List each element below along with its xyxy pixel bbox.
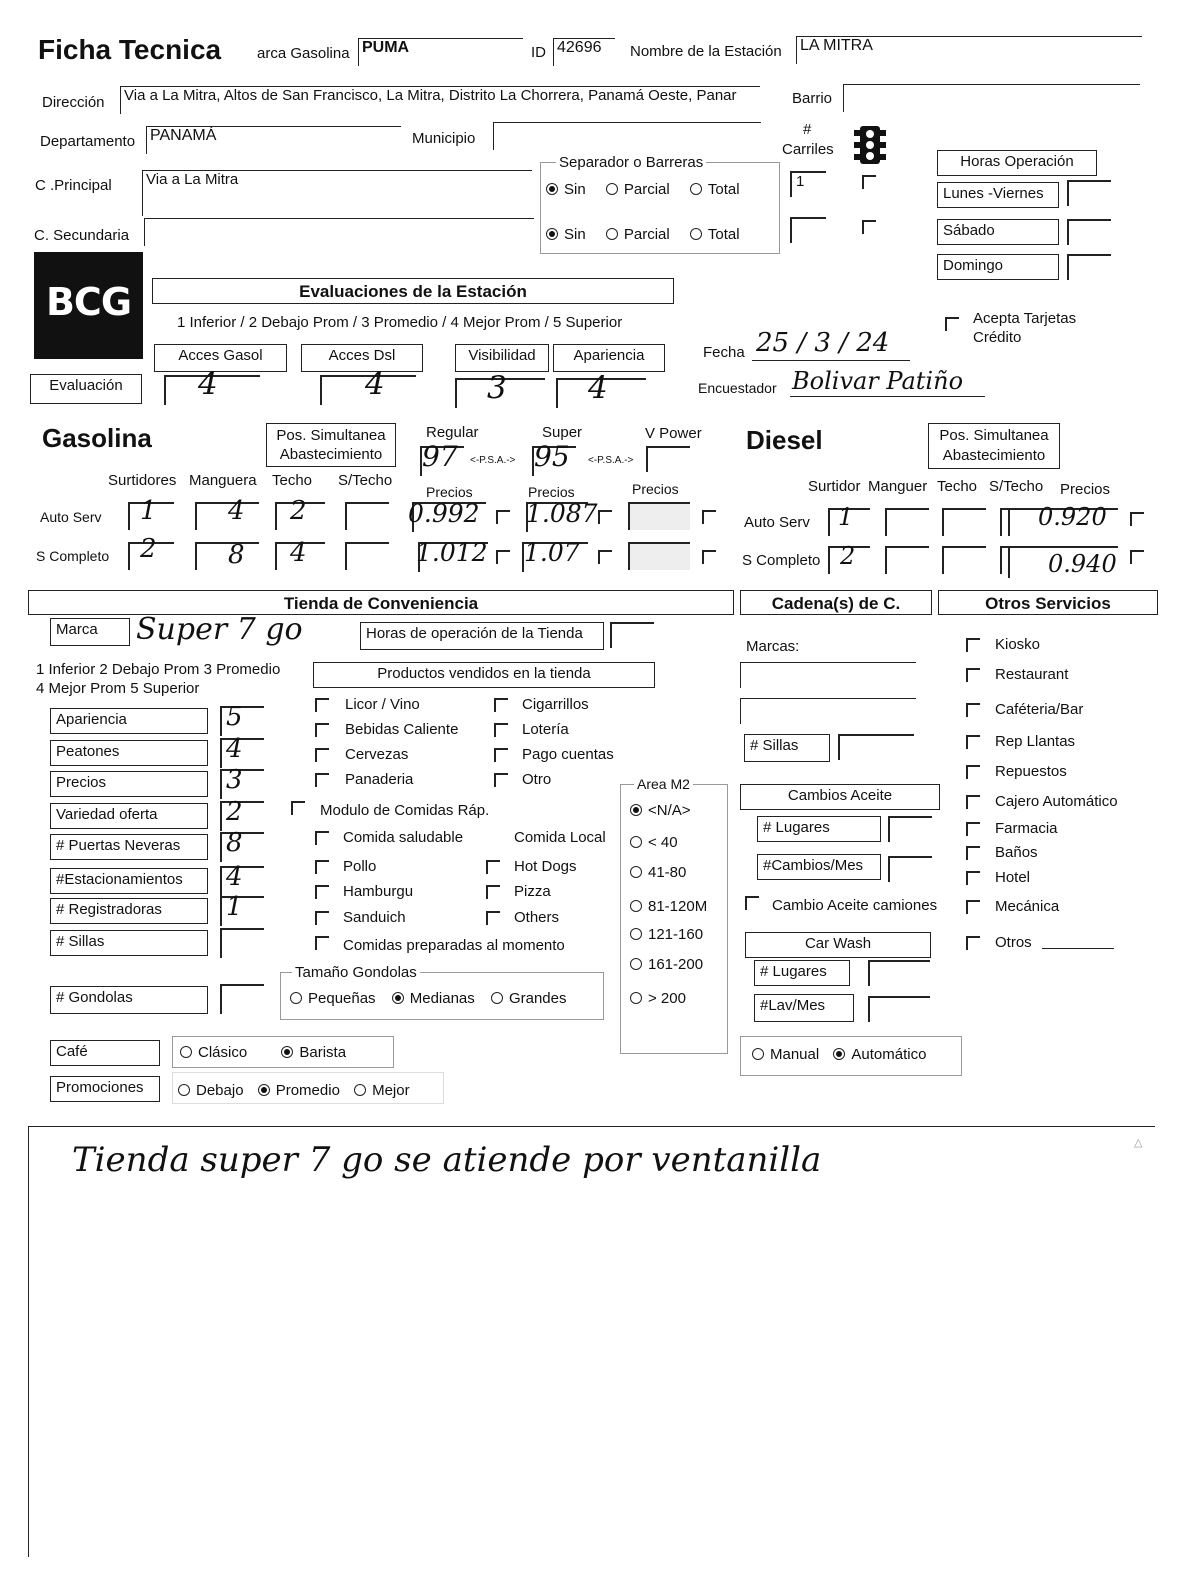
marca-label: arca Gasolina [257, 45, 350, 62]
evaluaciones-scale: 1 Inferior / 2 Debajo Prom / 3 Promedio / 4 Mejor Prom / 5 Superior [177, 314, 623, 331]
gondolas-medianas-radio[interactable] [392, 992, 404, 1004]
producto-checkbox[interactable] [315, 723, 329, 737]
otros-checkbox[interactable] [966, 735, 980, 749]
tienda-rating-label: Apariencia [50, 708, 208, 734]
wash-manual-radio[interactable] [752, 1048, 764, 1060]
carwash-lav-field[interactable] [868, 996, 930, 1022]
carwash-lugares-field[interactable] [868, 960, 930, 986]
gondolas-options [290, 990, 567, 1007]
bcg-logo-text: BCG [45, 280, 132, 324]
auto-surtidores-value: 1 [140, 496, 157, 526]
auto-techo-value: 2 [290, 496, 307, 526]
wash-automatico-radio[interactable] [833, 1048, 845, 1060]
producto-label: Cervezas [345, 746, 409, 763]
evaluacion-label: Evaluación [30, 374, 142, 404]
comidas-preparadas-checkbox[interactable] [315, 936, 329, 950]
completo-manguera-field[interactable] [195, 542, 259, 570]
area-option-label: <N/A> [648, 802, 691, 819]
fecha-label: Fecha [703, 344, 745, 361]
gondolas-title: Tamaño Gondolas [292, 964, 420, 981]
carwash-lav-label: #Lav/Mes [754, 994, 854, 1022]
gondolas-field[interactable] [220, 984, 264, 1014]
comida-label: Pollo [343, 858, 377, 875]
productos-title: Productos vendidos en la tienda [313, 662, 655, 688]
gasolina-title: Gasolina [42, 423, 152, 453]
s-completo-label: S Completo [36, 548, 110, 564]
otros-checkbox[interactable] [966, 765, 980, 779]
otros-line [1042, 948, 1114, 949]
area-option-label: < 40 [648, 834, 678, 851]
pos-sim-line1: Pos. Simultanea [276, 427, 386, 444]
otros-checkbox[interactable] [966, 703, 980, 717]
comida-checkbox[interactable] [486, 911, 500, 925]
otros-item-label: Otros [995, 934, 1032, 951]
wash-opt-label: Manual [770, 1046, 820, 1063]
producto-checkbox[interactable] [315, 698, 329, 712]
comida-label: Hamburgu [343, 883, 414, 900]
otros-checkbox[interactable] [966, 846, 980, 860]
area-option-label: > 200 [648, 990, 686, 1007]
area-option [630, 864, 686, 881]
comida-label: Hot Dogs [514, 858, 577, 875]
gas-col-surtidores: Surtidores [108, 472, 177, 489]
auto-vpower-precio-field[interactable] [628, 502, 690, 530]
modulo-label: Modulo de Comidas Ráp. [320, 802, 490, 819]
gas-col-stecho: S/Techo [338, 472, 393, 489]
sep-opt-label: Sin [564, 226, 586, 243]
otros-item-label: Restaurant [995, 666, 1069, 683]
diesel-auto-precio-value: 0.920 [1038, 503, 1107, 531]
completo-manguera-value: 8 [228, 540, 245, 570]
sep-principal-parcial[interactable] [606, 183, 618, 195]
area-radio[interactable] [630, 992, 642, 1004]
area-option-label: 161-200 [648, 956, 704, 973]
promo-promedio-radio[interactable] [258, 1084, 270, 1096]
gondolas-opt-label: Pequeñas [308, 990, 376, 1007]
aceite-cambios-label: #Cambios/Mes [757, 854, 881, 880]
diesel-completo-manguer-field[interactable] [885, 546, 929, 574]
cadena-title: Cadena(s) de C. [740, 590, 932, 615]
otros-checkbox[interactable] [966, 822, 980, 836]
diesel-auto-manguer-field[interactable] [885, 508, 929, 536]
sep-opt-label: Total [707, 181, 740, 198]
horas-title: Horas Operación [937, 150, 1097, 176]
marcas-field-2[interactable] [740, 698, 916, 724]
evaluaciones-title: Evaluaciones de la Estación [152, 278, 674, 304]
area-option-label: 121-160 [648, 926, 704, 943]
otros-checkbox[interactable] [966, 795, 980, 809]
area-option [630, 834, 678, 851]
tienda-rating-value: 4 [226, 734, 243, 764]
pos-sim-line2: Abastecimiento [279, 446, 383, 463]
area-option [630, 926, 703, 943]
id-label: ID [531, 44, 546, 61]
diesel-title: Diesel [746, 425, 823, 455]
camiones-checkbox[interactable] [745, 896, 759, 910]
regular-psa-value: 97 [422, 440, 458, 473]
notes-area[interactable] [28, 1126, 1155, 1557]
aceite-cambios-field[interactable] [888, 856, 932, 882]
diesel-auto-label: Auto Serv [744, 514, 810, 531]
regular-psa-arrow: <-P.S.A.-> [470, 455, 516, 466]
aceite-lugares-field[interactable] [888, 816, 932, 842]
area-radio[interactable] [630, 836, 642, 848]
producto-checkbox[interactable] [494, 698, 508, 712]
gas-col-manguera: Manguera [189, 472, 257, 489]
sep-secundaria-parcial[interactable] [606, 228, 618, 240]
area-radio[interactable] [630, 866, 642, 878]
municipio-field[interactable] [493, 122, 761, 150]
auto-serv-label: Auto Serv [40, 509, 102, 525]
area-option-label: 81-120M [648, 898, 708, 915]
otros-item-label: Kiosko [995, 636, 1041, 653]
nombre-label: Nombre de la Estación [630, 43, 782, 60]
vpower-psa-field[interactable] [646, 446, 690, 472]
eval-col-apariencia: Apariencia [553, 344, 665, 372]
carwash-lugares-label: # Lugares [754, 960, 850, 986]
tienda-rating-label: # Puertas Neveras [50, 834, 208, 860]
area-option-label: 41-80 [648, 864, 687, 881]
promociones-options [178, 1082, 410, 1099]
area-radio[interactable] [630, 928, 642, 940]
otros-item-label: Baños [995, 844, 1038, 861]
diesel-completo-precio-value: 0.940 [1048, 550, 1117, 578]
diesel-completo-surtidor-value: 2 [840, 542, 856, 570]
tienda-rating-label: Peatones [50, 740, 208, 766]
secundaria-label: C. Secundaria [34, 227, 130, 244]
modulo-checkbox[interactable] [291, 801, 305, 815]
comida-checkbox[interactable] [315, 860, 329, 874]
tienda-marca-value: Super 7 go [136, 612, 303, 647]
fecha-value: 25 / 3 / 24 [756, 328, 890, 358]
aceite-title: Cambios Aceite [740, 784, 940, 810]
principal-field[interactable]: Via a La Mitra [142, 170, 532, 216]
eval-apariencia-value: 4 [588, 370, 608, 406]
page-title: Ficha Tecnica [38, 34, 222, 65]
id-field[interactable]: 42696 [553, 38, 615, 66]
eval-acces-dsl-value: 4 [365, 366, 385, 402]
cafe-label: Café [50, 1040, 160, 1066]
cafe-opt-label: Clásico [198, 1044, 248, 1061]
promo-mejor-radio[interactable] [354, 1084, 366, 1096]
diesel-pos-sim [928, 423, 1060, 469]
otros-checkbox[interactable] [966, 638, 980, 652]
otros-item-label: Rep Llantas [995, 733, 1076, 750]
otros-checkbox[interactable] [966, 668, 980, 682]
cafe-clasico-radio[interactable] [180, 1046, 192, 1058]
carriles-principal-value: 1 [796, 173, 805, 190]
sep-secundaria-sin[interactable] [546, 228, 558, 240]
auto-manguera-field[interactable] [195, 502, 259, 530]
traffic-light-icon [852, 124, 888, 166]
wash-opt-label: Automático [851, 1046, 927, 1063]
nombre-field[interactable]: LA MITRA [796, 36, 1142, 64]
notes-text: Tienda super 7 go se atiende por ventanilla [72, 1140, 822, 1180]
producto-checkbox[interactable] [494, 748, 508, 762]
area-title: Area M2 [634, 776, 693, 792]
area-option [630, 898, 707, 915]
gas-col-precios-regular: Precios [426, 484, 473, 500]
diesel-auto-surtidor-value: 1 [838, 503, 854, 531]
diesel-col-stecho: S/Techo [989, 478, 1044, 495]
area-option [630, 956, 703, 973]
auto-regular-checkbox[interactable] [496, 510, 510, 524]
tienda-scale-2: 4 Mejor Prom 5 Superior [36, 680, 200, 697]
tienda-scale-1: 1 Inferior 2 Debajo Prom 3 Promedio [36, 661, 281, 678]
aceite-lugares-label: # Lugares [757, 816, 881, 842]
auto-super-precio-value: 1.087 [526, 499, 598, 528]
completo-stecho-field[interactable] [345, 542, 389, 570]
otros-title: Otros Servicios [938, 590, 1158, 615]
cafe-barista-radio[interactable] [281, 1046, 293, 1058]
comida-label: Comida saludable [343, 829, 464, 846]
eval-visibilidad-value: 3 [487, 370, 507, 406]
fecha-line [752, 360, 910, 361]
comida-checkbox[interactable] [315, 911, 329, 925]
comidas-preparadas-label: Comidas preparadas al momento [343, 937, 565, 954]
tienda-rating-value: 1 [226, 892, 243, 922]
otros-item-label: Hotel [995, 869, 1031, 886]
area-radio[interactable] [630, 958, 642, 970]
scroll-up-icon[interactable]: △ [1134, 1137, 1143, 1149]
auto-manguera-value: 4 [228, 496, 245, 526]
horas-domingo-label: Domingo [937, 254, 1059, 280]
horas-sabado-field[interactable] [1067, 219, 1111, 245]
diesel-col-precios: Precios [1060, 481, 1111, 498]
completo-regular-precio-value: 1.012 [416, 538, 488, 567]
semaforo-principal-checkbox[interactable] [862, 175, 876, 189]
horas-lunes-label: Lunes -Viernes [937, 182, 1059, 208]
auto-super-checkbox[interactable] [598, 510, 612, 524]
acepta-tarjetas-checkbox[interactable] [945, 317, 959, 331]
area-option [630, 990, 686, 1007]
producto-checkbox[interactable] [315, 748, 329, 762]
eval-col-acces-gasol: Acces Gasol [154, 344, 287, 372]
tienda-rating-value: 3 [226, 765, 243, 795]
producto-checkbox[interactable] [494, 773, 508, 787]
producto-label: Panaderia [345, 771, 414, 788]
tienda-rating-value: 2 [226, 797, 243, 827]
encuestador-label: Encuestador [698, 380, 777, 396]
carriles-hash: # [803, 121, 812, 138]
producto-label: Otro [522, 771, 552, 788]
sep-opt-label: Sin [564, 181, 586, 198]
carwash-title: Car Wash [745, 932, 931, 958]
gas-col-precios-super: Precios [528, 484, 575, 500]
comida-label: Comida Local [514, 829, 606, 846]
comida-label: Pizza [514, 883, 551, 900]
otros-item-label: Cajero Automático [995, 793, 1118, 810]
comida-label: Others [514, 909, 560, 926]
comida-checkbox[interactable] [315, 831, 329, 845]
super-psa-arrow: <-P.S.A.-> [588, 455, 634, 466]
diesel-pos-sim-line1: Pos. Simultanea [939, 427, 1049, 444]
area-radio[interactable] [630, 804, 642, 816]
eval-acces-gasol-value: 4 [198, 366, 218, 402]
tienda-marca-label: Marca [50, 618, 130, 646]
area-option [630, 802, 691, 819]
auto-vpower-checkbox[interactable] [702, 510, 716, 524]
vpower-label: V Power [645, 425, 702, 442]
auto-stecho-field[interactable] [345, 502, 389, 530]
otros-item-label: Mecánica [995, 898, 1060, 915]
carriles-principal-field[interactable] [790, 171, 826, 197]
otros-checkbox[interactable] [966, 871, 980, 885]
wash-options [752, 1046, 926, 1063]
producto-label: Lotería [522, 721, 569, 738]
comida-label: Sanduich [343, 909, 406, 926]
completo-super-checkbox[interactable] [598, 550, 612, 564]
principal-label: C .Principal [35, 177, 112, 194]
departamento-field[interactable]: PANAMÁ [146, 126, 401, 154]
diesel-auto-techo-field[interactable] [942, 508, 986, 536]
tienda-rating-label: #Estacionamientos [50, 868, 208, 894]
gas-col-precios-vpower: Precios [632, 481, 679, 497]
gondolas-label: # Gondolas [50, 986, 208, 1014]
gondolas-grandes-radio[interactable] [491, 992, 503, 1004]
tienda-rating-label: Variedad oferta [50, 803, 208, 829]
tienda-horas-field[interactable] [610, 622, 654, 648]
promo-opt-label: Debajo [196, 1082, 244, 1099]
camiones-label: Cambio Aceite camiones [772, 897, 938, 914]
marca-field[interactable]: PUMA [358, 38, 523, 66]
completo-techo-value: 4 [290, 538, 307, 568]
separador-principal-row [546, 181, 740, 198]
producto-checkbox[interactable] [494, 723, 508, 737]
diesel-completo-techo-field[interactable] [942, 546, 986, 574]
carriles-label: Carriles [782, 141, 834, 158]
separador-title: Separador o Barreras [556, 154, 706, 171]
encuestador-line [790, 396, 985, 397]
tienda-rating-label: # Registradoras [50, 898, 208, 924]
comida-checkbox[interactable] [315, 885, 329, 899]
super-psa-value: 95 [534, 440, 570, 473]
eval-col-visibilidad: Visibilidad [455, 344, 549, 372]
promo-debajo-radio[interactable] [178, 1084, 190, 1096]
sep-principal-sin[interactable] [546, 183, 558, 195]
promociones-label: Promociones [50, 1076, 160, 1102]
promo-opt-label: Mejor [372, 1082, 410, 1099]
secundaria-field[interactable] [144, 218, 534, 246]
direccion-label: Dirección [42, 94, 105, 111]
horas-lunes-field[interactable] [1067, 180, 1111, 206]
barrio-label: Barrio [792, 90, 833, 107]
completo-surtidores-value: 2 [140, 534, 157, 564]
diesel-col-techo: Techo [937, 478, 978, 495]
gasolina-pos-sim [266, 423, 396, 467]
producto-label: Pago cuentas [522, 746, 614, 763]
sep-principal-total[interactable] [690, 183, 702, 195]
eval-col-acces-dsl: Acces Dsl [301, 344, 423, 372]
encuestador-value: Bolivar Patiño [792, 367, 964, 395]
cafe-options [180, 1044, 346, 1061]
municipio-label: Municipio [412, 130, 476, 147]
otros-item-label: Farmacia [995, 820, 1058, 837]
direccion-field[interactable]: Via a La Mitra, Altos de San Francisco, La Mitra, Distrito La Chorrera, Panamá Oeste, Panar [120, 86, 760, 114]
acepta-tarjetas-label-2: Crédito [973, 329, 1022, 346]
diesel-pos-sim-line2: Abastecimiento [942, 447, 1046, 464]
diesel-col-surtidor: Surtidor [808, 478, 861, 495]
acepta-tarjetas-label: Acepta Tarjetas [973, 310, 1077, 327]
gondolas-opt-label: Grandes [508, 990, 567, 1007]
sep-opt-label: Parcial [623, 181, 670, 198]
sep-opt-label: Parcial [623, 226, 670, 243]
barrio-field[interactable] [843, 84, 1140, 112]
tienda-rating-label: # Sillas [50, 930, 208, 956]
diesel-col-manguer: Manguer [868, 478, 928, 495]
tienda-rating-value: 4 [226, 862, 243, 892]
otros-checkbox[interactable] [966, 900, 980, 914]
completo-regular-checkbox[interactable] [496, 550, 510, 564]
promo-opt-label: Promedio [275, 1082, 340, 1099]
comida-checkbox[interactable] [486, 885, 500, 899]
cafe-opt-label: Barista [299, 1044, 347, 1061]
gondolas-pequenas-radio[interactable] [290, 992, 302, 1004]
tienda-horas-label: Horas de operación de la Tienda [360, 622, 604, 650]
otros-item-label: Caféteria/Bar [995, 701, 1084, 718]
producto-label: Cigarrillos [522, 696, 589, 713]
diesel-completo-label: S Completo [742, 552, 821, 569]
departamento-label: Departamento [40, 133, 136, 150]
cadena-sillas-label: # Sillas [744, 734, 830, 762]
diesel-auto-checkbox[interactable] [1130, 512, 1144, 526]
sep-secundaria-total[interactable] [690, 228, 702, 240]
producto-checkbox[interactable] [315, 773, 329, 787]
regular-label: Regular [426, 424, 479, 441]
horas-sabado-label: Sábado [937, 219, 1059, 245]
tienda-title: Tienda de Conveniencia [28, 590, 734, 615]
completo-vpower-checkbox[interactable] [702, 550, 716, 564]
cadena-sillas-field[interactable] [838, 734, 914, 760]
auto-regular-precio-value: 0.992 [408, 499, 480, 528]
marcas-label: Marcas: [746, 638, 800, 655]
marcas-field-1[interactable] [740, 662, 916, 688]
tienda-rating-field[interactable] [220, 928, 264, 958]
horas-domingo-field[interactable] [1067, 254, 1111, 280]
otros-item-label: Repuestos [995, 763, 1067, 780]
producto-label: Bebidas Caliente [345, 721, 459, 738]
semaforo-secundaria-checkbox[interactable] [862, 220, 876, 234]
super-label: Super [542, 424, 583, 441]
producto-label: Licor / Vino [345, 696, 420, 713]
area-group [620, 784, 728, 1054]
otros-checkbox[interactable] [966, 936, 980, 950]
completo-super-precio-value: 1.07 [524, 538, 580, 567]
completo-vpower-precio-field[interactable] [628, 542, 690, 570]
comida-checkbox[interactable] [486, 860, 500, 874]
gas-col-techo: Techo [272, 472, 313, 489]
tienda-rating-value: 5 [226, 702, 243, 732]
tienda-rating-label: Precios [50, 771, 208, 797]
tienda-rating-value: 8 [226, 828, 243, 858]
carriles-secundaria-field[interactable] [790, 217, 826, 243]
gondolas-opt-label: Medianas [409, 990, 475, 1007]
sep-opt-label: Total [707, 226, 740, 243]
diesel-completo-checkbox[interactable] [1130, 550, 1144, 564]
area-radio[interactable] [630, 900, 642, 912]
separador-secundaria-row [546, 226, 740, 243]
